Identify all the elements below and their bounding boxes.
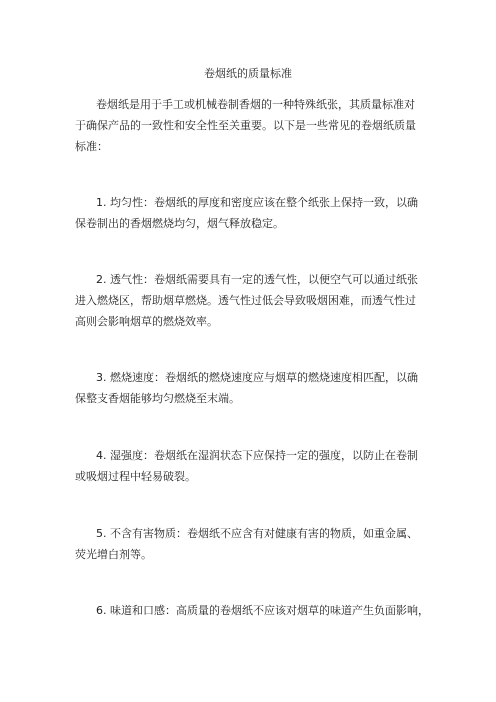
intro-paragraph: [75, 94, 435, 157]
text-line: 3. 燃烧速度：卷烟纸的燃烧速度应与烟草的燃烧速度相匹配，以确: [96, 371, 418, 384]
text-line: 标准：: [75, 140, 108, 153]
text-line: 4. 湿强度：卷烟纸在湿润状态下应保持一定的强度，以防止在卷制: [96, 449, 418, 462]
document-title: 卷烟纸的质量标准: [204, 67, 292, 80]
list-item-taste: [75, 600, 435, 621]
text-line: 高则会影响烟草的燃烧效率。: [75, 315, 218, 328]
text-line: 保卷制出的香烟燃烧均匀，烟气释放稳定。: [75, 217, 284, 230]
text-line: 保整支香烟能够均匀燃烧至末端。: [75, 392, 240, 405]
list-item-uniformity: [75, 192, 435, 234]
text-line: 6. 味道和口感：高质量的卷烟纸不应该对烟草的味道产生负面影响，: [96, 604, 429, 617]
list-item-permeability: [75, 269, 435, 332]
list-item-wet-strength: [75, 445, 435, 487]
text-line: 于确保产品的一致性和安全性至关重要。以下是一些常见的卷烟纸质量: [75, 119, 416, 132]
list-item-burn-rate: [75, 367, 435, 409]
text-line: 进入燃烧区，帮助烟草燃烧。透气性过低会导致吸烟困难，而透气性过: [75, 294, 416, 307]
text-line: 荧光增白剂等。: [75, 548, 152, 561]
text-line: 5. 不含有害物质：卷烟纸不应含有对健康有害的物质，如重金属、: [96, 527, 418, 540]
text-line: 1. 均匀性：卷烟纸的厚度和密度应该在整个纸张上保持一致，以确: [96, 196, 418, 209]
list-item-no-harmful-substances: [75, 523, 435, 565]
text-line: 或吸烟过程中轻易破裂。: [75, 470, 196, 483]
text-line: 卷烟纸是用于手工或机械卷制香烟的一种特殊纸张，其质量标准对: [96, 98, 415, 111]
text-line: 2. 透气性：卷烟纸需要具有一定的透气性，以便空气可以通过纸张: [96, 273, 418, 286]
